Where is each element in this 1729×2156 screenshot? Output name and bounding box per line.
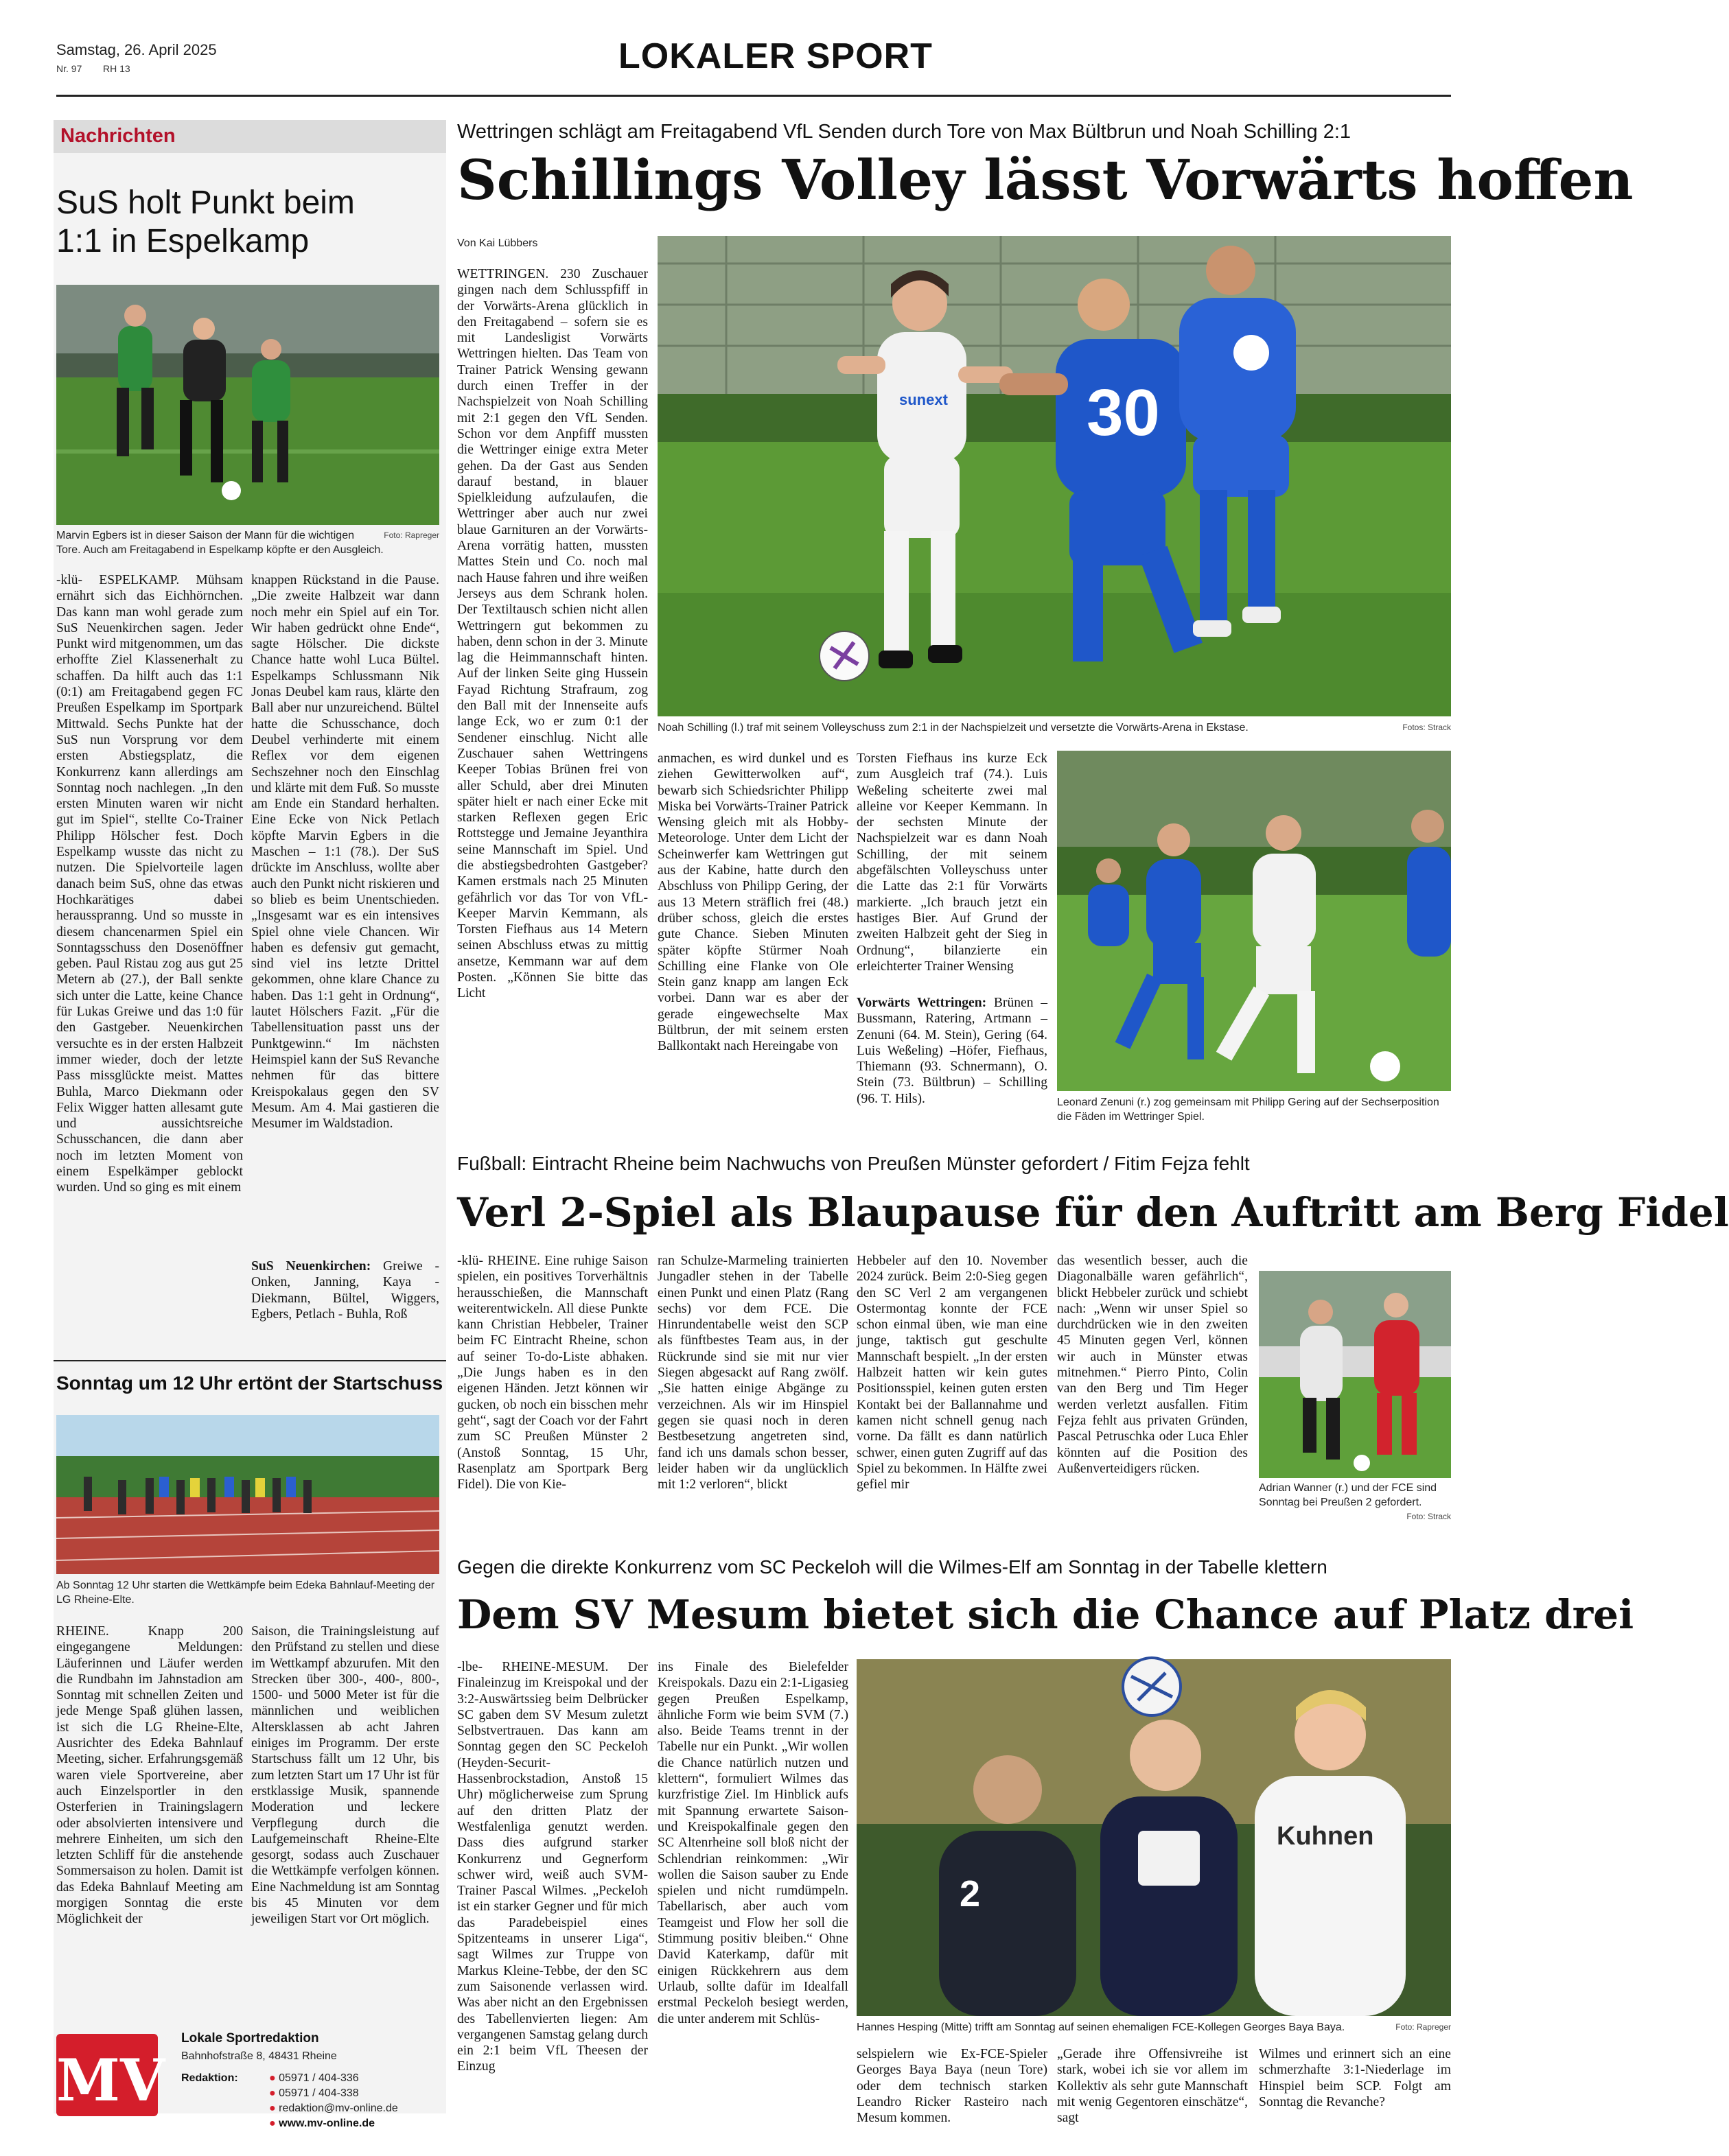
lead-main-photo (658, 236, 1451, 716)
lead-side-caption: Leonard Zenuni (r.) zog gemeinsam mit Philipp Gering auf der Sechserposition die Fäden im Wettringer Spiel. (1057, 1097, 1439, 1123)
footer-email[interactable]: ● redaktion@mv-online.de (269, 2102, 398, 2114)
espelkamp-photo-credit: Foto: Rapreger (384, 530, 439, 540)
mesum-text-col3: selspielern wie Ex-FCE-Spieler Georges Baya Baya (neun Tore) oder dem technisch starken Leandro Ricker Rasteiro nach Mesum kommen. (857, 2047, 1047, 2126)
verl-headline: Verl 2-Spiel als Blaupause für den Auftritt am Berg Fidel (457, 1189, 1729, 1236)
verl-text-col4: das wesentlich besser, auch die Diagonalbälle waren gefährlich“, blickt Hebbeler zurück und schiebt nach: „Wenn wir unser Spiel so durchdrücken wie in den zweiten 45 Minuten gegen Verl, können wir auch in Münster etwas mitnehmen.“ Pierro Pinto, Colin van den Berg und Tim Heger werden verletzt ausfallen. Fitim Fejza fehlt aus privaten Gründen, Pascal Petruschka oder Luca Ehler könnten auf die Position des Außenverteidigers rücken. (1057, 1254, 1248, 1476)
espelkamp-caption (56, 528, 439, 559)
lead-text-col1: WETTRINGEN. 230 Zuschauer gingen nach dem Schlusspfiff in der Vorwärts-Arena glücklich in den Freitagabend – sofern sie es mit Landesligist Vorwärts Wettringen hielten. Das Team von Trainer Patrick Wensing gewann durch einen Treffer in der Nachspielzeit von Noah Schilling mit 2:1 gegen den VfL Senden. Schon vor dem Anpfiff mussten die Wettringer einige extra Meter gehen. Da der Gast aus Senden darauf bestand, in blauer Spielkleidung aufzulaufen, die Wettringer aber auch nur zwei blaue Garnituren an der Vorwärts-Arena vorrätig hatten, mussten Mattes Stein und Co. noch mal nach Hause fahren und ihre weißen Jerseys aus dem Schrank holen. Der Textiltausch schien nicht allen Wettringern gut bekommen zu haben, denn schon in der 3. Minute lag die Heimmannschaft hinten. Auf der linken Seite ging Hussein Fayad Richtung Strafraum, zog den Ball mit der Innenseite aufs lange Eck, wo er zum 0:1 der Sendener einschlug. Nicht alle Zuschauer sahen Wettringens Keeper Tobias Brünen frei von aller Schuld, aber drei Minuten später hielt er nach einer Ecke mit starken Reflexen gegen Eric Rottstegge und Jemaine Jeyanthira seine Mannschaft im Spiel. Und die abstiegsbedrohten Gastgeber? Kamen erstmals nach 25 Minuten gefährlich vor das Tor von VfL-Keeper Marvin Kemmann, als Torsten Fiefhaus aus 14 Metern seinen Abschluss etwas zu mittig ansetze, Kemmann war auf dem Posten. „Können Sie bitte das Licht (457, 267, 648, 1001)
mesum-caption (857, 2020, 1451, 2037)
espelkamp-caption-text: Marvin Egbers ist in dieser Saison der Mann für die wichtigen Tore. Auch am Freitagabend in Espelkamp köpfte er den Ausgleich. (56, 530, 384, 556)
svg-text:2: 2 (960, 1873, 981, 1914)
sidebar-divider (54, 1360, 446, 1361)
lead-side-photo (1057, 751, 1451, 1091)
lead-kicker: Wettringen schlägt am Freitagabend VfL Senden durch Tore von Max Bültbrun und Noah Schilling 2:1 (457, 121, 1351, 143)
startschuss-headline: Sonntag um 12 Uhr ertönt der Startschuss (56, 1372, 443, 1394)
footer-address: Bahnhofstraße 8, 48431 Rheine (181, 2050, 337, 2062)
verl-caption-text: Adrian Wanner (r.) und der FCE sind Sonntag bei Preußen 2 gefordert. (1259, 1482, 1437, 1508)
mesum-text-col4: „Gerade ihre Offensivreihe ist stark, wobei ich sie vor allem im Kollektiv als sehr gute Mannschaft mit wenig Gegentoren einschätze“, sagt (1057, 2047, 1248, 2126)
lead-main-caption (658, 720, 1451, 737)
startschuss-photo (56, 1415, 439, 1574)
sidebar-headline-line1: SuS holt Punkt beim (56, 185, 355, 221)
lead-author: Von Kai Lübbers (457, 237, 538, 249)
footer-phone1[interactable]: ● 05971 / 404-336 (269, 2072, 359, 2084)
footer-phone2[interactable]: ● 05971 / 404-338 (269, 2087, 359, 2099)
lead-lineup-text: Brünen – Bussmann, Ratering, Artmann – Zenuni (64. M. Stein), Gering (64. Luis Weßeling) –Höfer, Fiefhaus, Thiemann (93. Schnermann), O. Stein (73. Bültbrun) – Schilling (96. T. Hils). (857, 996, 1047, 1106)
verl-text-col2: ran Schulze-Marmeling trainierten Jungadler stehen in der Tabelle einen Punkt und einen Platz (Rang sechs) vor dem FCE. Die Hinrundentabelle weist den SCP als fünftbestes Team aus, in der Rückrunde sind sie mit nur vier Siegen abgesackt auf Rang zwölf. „Sie hatten einige Abgänge zu verzeichnen. Als wir im Hinspiel gegen sie quasi noch in deren Bestbesetzung angetreten sind, fand ich uns damals schon besser, leider haben wir da unglücklich mit 1:2 verloren“, blickt (658, 1254, 848, 1492)
lead-main-caption-text: Noah Schilling (l.) traf mit seinem Volleyschuss zum 2:1 in der Nachspielzeit und versetzte die Vorwärts-Arena in Ekstase. (658, 722, 1249, 734)
mesum-headline: Dem SV Mesum bietet sich die Chance auf Platz drei (457, 1591, 1634, 1638)
lead-lineup (857, 995, 1047, 1124)
mesum-text-col1: -lbe- RHEINE-MESUM. Der Finaleinzug im Kreispokal und der 3:2-Auswärtssieg beim Delbrücker SC gaben dem SV Mesum zuletzt Selbstvertrauen. Das kann am Sonntag gegen den SC Peckeloh (Heyden-Securit-Hassenbrockstadion, Anstoß 15 Uhr) möglicherweise zum Sprung auf den dritten Platz der Westfalenliga genutzt werden. Dass dies aufgrund starker Konkurrenz und Gegnerform schwer wird, weiß auch SVM-Trainer Pascal Wilmes. „Peckeloh ist ein starker Gegner und für mich das Paradebeispiel eines Spitzenteams in unserer Liga“, sagt Wilmes zur Truppe von Markus Kleine-Tebbe, der den SC zum Saisonende verlassen wird. Was aber nicht an den Ergebnissen des Tabellenvierten liegen: Am vergangenen Samstag gelang durch ein 2:1 beim VfL Theesen der Einzug (457, 1660, 648, 2074)
lead-lineup-label: Vorwärts Wettringen: (857, 996, 987, 1010)
espelkamp-text-col2: knappen Rückstand in die Pause. „Die zweite Halbzeit war dann noch mehr ein Spiel auf ein Tor. Wir haben gedrückt ohne Ende“, sagte Hölscher. Die dickste Chance hatte wohl Luca Bültel. Espelkamps Schlussmann Nik Jonas Deubel kam raus, klärte den Ball aber nur unzureichend. Bültel hatte die Schusschance, doch Deubel verhinderte mit einem Reflex vor dem eigenen Sechszehner noch den Einschlag und klärte mit dem Fuß. So musste am Ende ein Standard herhalten. Eine Ecke von Nick Petlach köpfte Marvin Egbers in die Maschen – 1:1 (78.). Der SuS drückte im Anschluss, wollte aber auch den Punkt nicht riskieren und so blieb es beim Unentschieden. „Insgesamt war es ein intensives Spiel ohne viele Chancen. Wir haben es defensiv gut gemacht, sind viel ins letzte Drittel gekommen, ohne klare Chance zu haben. Das 1:1 geht in Ordnung“, lautet Hölschers Fazit. „Für die Tabellensituation passt uns der Punktgewinn.“ Im nächsten Heimspiel kann der SuS Revanche nehmen für das bittere Kreispokalaus gegen den SV Mesum. Am 4. Mai gastieren die Mesumer im Waldstadion. (251, 573, 439, 1132)
masthead-issue: Nr. 97 (56, 63, 82, 74)
verl-text-col3: Hebbeler auf den 10. November 2024 zurück. Beim 2:0-Sieg gegen den SC Verl 2 am vergangenen Ostermontag konnte der FCE schon einmal üben, wie man eine junge, taktisch gut geschulte Mannschaft bespielt. „In der ersten Halbzeit hatten wir kein gutes Positionsspiel, keinen guten ersten Kontakt bei der Ballannahme und kamen nicht schnell genug nach vorne. Da fällt es dann natürlich schwer, einen guten Zugriff auf das Spiel zu bekommen. In Hälfte zwei gefiel mir (857, 1254, 1047, 1492)
mesum-text-col2: ins Finale des Bielefelder Kreispokals. Dazu ein 2:1-Ligasieg gegen Preußen Espelkamp, ähnliche Form wie beim SVM (7.) also. Beide Teams trennt in der Tabelle nur ein Punkt. „Wir wollen die Chance natürlich nutzen und klettern“, formuliert Wilmes das kurzfristige Ziel. Im Hinblick aufs mit Spannung erwartete Saison- und Kreispokalfinale gegen den SC Altenrheine soll bloß nicht der Schlendrian reinkommen: „Wir wollen die Saison sauber zu Ende spielen und nicht rumdümpeln. Tabellarisch, aber auch vom Teamgeist und Flow her soll die Stimmung positiv bleiben.“ Ohne David Katerkamp, dafür mit einigen Rückkehrern aus dem Urlaub, sollte dafür im Idealfall erstmal Peckeloh besiegt werden, die unter anderem mit Schlüs- (658, 1660, 848, 2026)
lead-text-col3: Torsten Fiefhaus ins kurze Eck zum Ausgleich traf (74.). Luis Weßeling scheiterte zwei mal alleine vor Keeper Kemmann. In der sechsten Minute der Nachspielzeit war es dann Noah Schilling, der mit seinem abgefälschten Volleyschuss unter die Latte das 2:1 für Vorwärts markierte. „Ich brauch jetzt ein hastiges Bier. Auf Grund der zweiten Halbzeit geht der Sieg in Ordnung“, bilanzierte ein erleichterter Trainer Wensing (857, 751, 1047, 974)
masthead-edition: RH 13 (103, 63, 130, 74)
footer-redaktion-label: Redaktion: (181, 2072, 238, 2084)
mesum-caption-text: Hannes Hesping (Mitte) trifft am Sonntag auf seinen ehemaligen FCE-Kollegen Georges Baya Baya. (857, 2022, 1345, 2033)
shirt-sponsor-text: sunext (899, 391, 948, 408)
espelkamp-photo (56, 285, 439, 525)
verl-photo-credit: Foto: Strack (1406, 1512, 1451, 1521)
lead-photo-credit: Fotos: Strack (1402, 723, 1451, 732)
espelkamp-lineup-label: SuS Neuenkirchen: (251, 1259, 371, 1274)
footer-web-text[interactable]: www.mv-online.de (279, 2118, 375, 2129)
mesum-photo (857, 1659, 1451, 2016)
espelkamp-lineup (251, 1258, 439, 1339)
startschuss-text-col1: RHEINE. Knapp 200 eingegangene Meldungen: Läuferinnen und Läufer werden die Rundbahn im Jahnstadion am Sonntag mit schnellen Zeiten und jede Menge Spaß glühen lassen, ist sich die LG Rheine-Elte, Ausrichter des Edeka Bahnlauf Meeting, sicher. Erfahrungsgemäß waren viele Sportvereine, aber auch Einzelsportler in den Osterferien in Trainingslagern oder absolvierten intensivere und mehrere Einheiten, um sich den letzten Schliff für die anstehende Sommersaison zu holen. Damit ist das Edeka Bahnlauf Meeting am morgigen Sonntag die erste Möglichkeit der (56, 1624, 243, 1927)
footer-title: Lokale Sportredaktion (181, 2031, 319, 2046)
mesum-text-col5: Wilmes und erinnert sich an eine schmerzhafte 3:1-Niederlage im Hinspiel beim SCP. Folgt am Sonntag die Revanche? (1259, 2047, 1451, 2109)
startschuss-caption: Ab Sonntag 12 Uhr starten die Wettkämpfe beim Edeka Bahnlauf-Meeting der LG Rheine-Elte. (56, 1580, 435, 1606)
mesum-photo-credit: Foto: Rapreger (1395, 2022, 1451, 2032)
section-title: LOKALER SPORT (618, 36, 933, 76)
mv-logo-text: MV (56, 2046, 165, 2114)
mesum-shirt-text: Kuhnen (1277, 1822, 1374, 1851)
footer-email-text[interactable]: redaktion@mv-online.de (279, 2102, 398, 2114)
sidebar-headline-line2: 1:1 in Espelkamp (56, 223, 310, 259)
verl-caption (1259, 1481, 1451, 1526)
lead-text-col2: anmachen, es wird dunkel und es ziehen Gewitterwolken auf“, bewarb sich Schiedsrichter Philipp Miska bei Vorwärts-Trainer Patrick Wensing gleich mit als Hobby-Meteorologe. Unter dem Licht der Scheinwerfer kam Wettringen gut aus der Kabine, hatte durch den Abschluss von Philipp Gering, der aus 13 Metern sträflich frei (48.) drüber schoss, gleich die erstes gute Chance. Sieben Minuten später köpfte Stürmer Noah Schilling eine Flanke von Ole Stein ganz knapp am langen Eck vorbei. Dann war es aber der gerade eingewechselte Max Bültbrun, der mit seinem ersten Ballkontakt nach Hereingabe von (658, 751, 848, 1054)
masthead-date: Samstag, 26. April 2025 (56, 41, 217, 58)
espelkamp-lineup-text: Greiwe - Onken, Janning, Kaya - Diekmann, Bültel, Wiggers, Egbers, Petlach - Buhla, Roß (251, 1259, 439, 1322)
lead-headline: Schillings Volley lässt Vorwärts hoffen (457, 148, 1634, 212)
footer-web[interactable]: ● www.mv-online.de (269, 2118, 375, 2129)
verl-photo (1259, 1271, 1451, 1478)
sidebar-label: Nachrichten (60, 125, 176, 147)
verl-text-col1: -klü- RHEINE. Eine ruhige Saison spielen, ein positives Torverhältnis herausschießen, die Mannschaft weiterentwickeln. All diese Punkte kann Christian Hebbeler, Trainer beim FC Eintracht Rheine, schon auf seiner To-do-Liste abhaken. „Die Jungs haben es in den eigenen Händen. Jetzt können wir gucken, ob noch ein bisschen mehr geht“, sagt der Coach vor der Fahrt zum SC Preußen Münster 2 (Anstoß Sonntag, 15 Uhr, Rasenplatz am Sportpark Berg Fidel). Die von Kie- (457, 1254, 648, 1492)
mesum-kicker: Gegen die direkte Konkurrenz vom SC Peckeloh will die Wilmes-Elf am Sonntag in der Tabelle klettern (457, 1556, 1327, 1578)
verl-kicker: Fußball: Eintracht Rheine beim Nachwuchs von Preußen Münster gefordert / Fitim Fejza fehlt (457, 1153, 1250, 1174)
masthead-rule (56, 95, 1451, 97)
footer-phone1-text[interactable]: 05971 / 404-336 (279, 2072, 359, 2084)
espelkamp-text-col1: -klü- ESPELKAMP. Mühsam ernährt sich das Eichhörnchen. Das kann man wohl gerade zum SuS Neuenkirchen sagen. Jeder Punkt wird mitgenommen, um das erhoffte Ziel Klassenerhalt zu schaffen. Da hilft auch das 1:1 (0:1) am Freitagabend gegen FC Preußen Espelkamp im Sportpark Mittwald. Sechs Punkte hat der SuS nun Vorsprung vor dem ersten Abstiegsplatz, die Konkurrenz kann allerdings am Sonntag noch nachlegen. „In den ersten Minuten waren wir nicht gut im Spiel“, stellte Co-Trainer Philipp Hölscher fest. Doch Espelkamp wusste das nicht zu nutzen. Die Spielvorteile lagen danach beim SuS, ohne das etwas Hochkarätiges dabei herausspranng. Und so musste in diesem chancenarmen Spiel ein Sonntagsschuss den Dosenöffner geben. Paul Ristau zog aus gut 25 Metern ab (27.), der Ball senkte sich unter die Latte, keine Chance für Lukas Greiwe und das 1:0 für den Gastgeber. Neuenkirchen versuchte es in der ersten Halbzeit immer wieder, doch der letzte Pass missglückte meist. Mattes Buhla, Marco Diekmann oder Felix Wigger hatten allesamt gute und aussichtsreiche Schusschancen, die dann aber noch im letzten Moment von einem Espelkämper geblockt wurden. Und so ging es mit einem (56, 573, 243, 1195)
footer-phone2-text[interactable]: 05971 / 404-338 (279, 2087, 359, 2099)
startschuss-text-col2: Saison, die Trainingsleistung auf den Prüfstand zu stellen und diese im Wettkampf abzurufen. Mit den Strecken über 300-, 400-, 800-, 1500- und 5000 Meter ist für die männlichen und weiblichen Altersklassen ab acht Jahren einiges im Programm. Der erste Startschuss fällt um 12 Uhr, bis zum letzten Start um 17 Uhr ist für erstklassige Musik, spannende Moderation und leckere Verpflegung durch die Laufgemeinschaft Rheine-Elte gesorgt, sodass auch Zuschauer die Wettkämpfe verfolgen können. Eine Nachmeldung ist am Sonntag bis 45 Minuten vor dem jeweiligen Start vor Ort möglich. (251, 1624, 439, 1927)
jersey-number: 30 (1087, 376, 1160, 449)
